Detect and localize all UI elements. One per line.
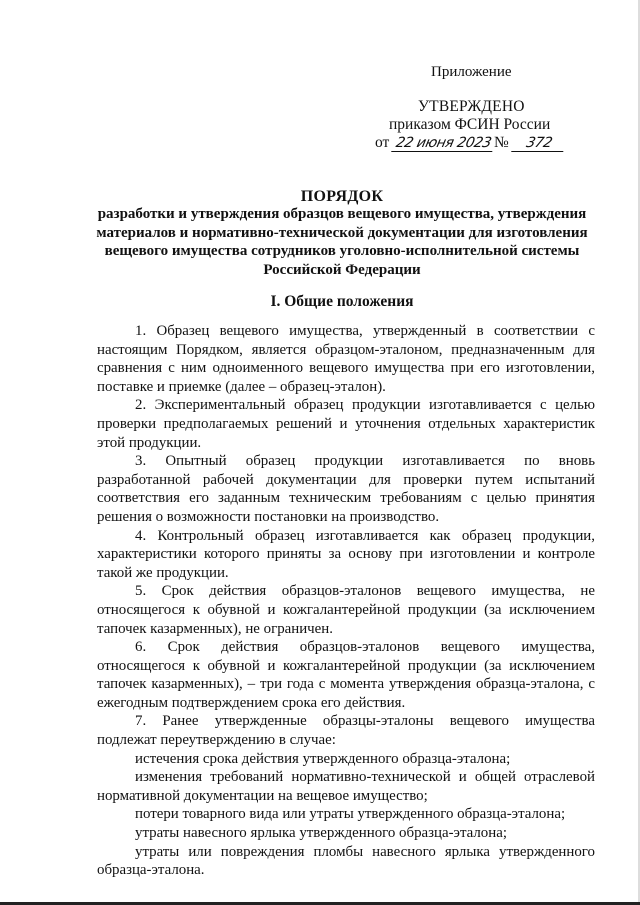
handwritten-order-number: 372 [511, 135, 567, 152]
paragraph: 1. Образец вещевого имущества, утвержденный в соответствии с настоящим Порядком, является образцом-эталоном, предназначенным для сравнения с ним одноименного вещевого имущества при его изготовлении, поставке и приемке (далее – образец-эталон). [97, 323, 595, 395]
paragraph: 4. Контрольный образец изготавливается как образец продукции, характеристики которого приняты за основу при изготовлении и контроле такой же продукции. [97, 527, 595, 581]
order-reference: приказом ФСИН России [389, 116, 551, 133]
order-date-line [375, 134, 565, 152]
document-subtitle: разработки и утверждения образцов вещевого имущества, утверждения материалов и нормативно-технической документации для изготовления вещевого имущества сотрудников уголовно-исполнительной системы Российской Федерации [96, 206, 588, 278]
document-title: ПОРЯДОК [300, 188, 384, 205]
list-item: потери товарного вида или утраты утвержденного образца-эталона; [135, 806, 566, 823]
list-item: изменения требований нормативно-технической и общей отраслевой нормативной документации на вещевое имущество; [97, 769, 595, 804]
date-prefix: от [375, 134, 390, 151]
section-heading: I. Общие положения [270, 293, 414, 310]
list-item: утраты или повреждения пломбы навесного ярлыка утвержденного образца-эталона. [97, 843, 595, 879]
approved-stamp-text: УТВЕРЖДЕНО [418, 98, 525, 115]
list-item: истечения срока действия утвержденного образца-эталона; [135, 750, 511, 767]
appendix-label: Приложение [431, 64, 512, 80]
paragraph: 6. Срок действия образцов-эталонов вещевого имущества, относящегося к обувной и кожгалантерейной продукции (за исключением тапочек казарменных), – три года с момента утверждения образца-эталона, с ежегодным подтверждением срока его действия. [97, 639, 595, 711]
section-body [97, 322, 595, 880]
list-item: утраты навесного ярлыка утвержденного образца-эталона; [135, 825, 507, 842]
paragraph: 5. Срок действия образцов-эталонов вещевого имущества, не относящегося к обувной и кожгалантерейной продукции (за исключением тапочек казарменных), не ограничен. [97, 583, 595, 637]
paragraph: 2. Экспериментальный образец продукции изготавливается с целью проверки предполагаемых решений и уточнения отдельных характеристик этой продукции. [97, 397, 595, 451]
handwritten-date: 22 июня 2023 [391, 135, 495, 152]
paragraph: 7. Ранее утвержденные образцы-эталоны вещевого имущества подлежат переутверждению в случае: [97, 713, 595, 749]
paragraph: 3. Опытный образец продукции изготавливается по вновь разработанной рабочей документации для проверки путем испытаний соответствия его заданным техническим требованиям с целью принятия решения о возможности постановки на производство. [97, 453, 595, 525]
number-sign: № [494, 134, 509, 151]
